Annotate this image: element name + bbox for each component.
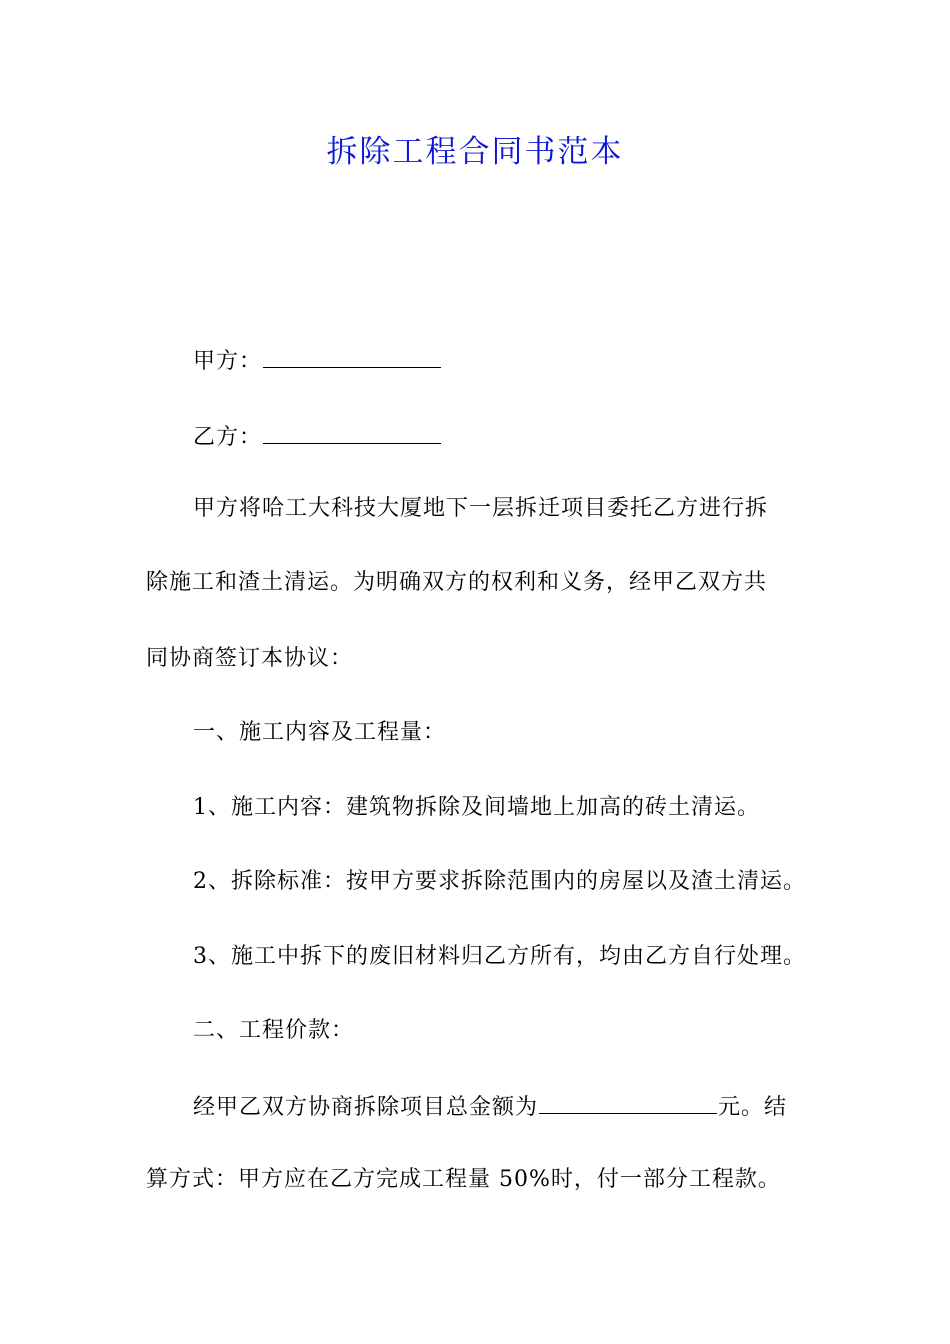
party-a-line [193,345,442,377]
section1-item-2: 2、拆除标准：按甲方要求拆除范围内的房屋以及渣土清运。 [193,869,806,894]
section1-heading: 一、施工内容及工程量： [193,720,447,745]
party-b-label: 乙方： [193,425,263,450]
section1-item-3: 3、施工中拆下的废旧材料归乙方所有，均由乙方自行处理。 [193,944,806,969]
price-line-suffix: 元。结 [718,1095,788,1120]
intro-line-3: 同协商签订本协议： [146,646,354,671]
party-b-blank [263,421,441,444]
price-line [193,1091,787,1123]
party-a-blank [263,345,441,368]
settlement-line: 算方式：甲方应在乙方完成工程量 50%时，付一部分工程款。 [146,1167,781,1192]
section1-item-1: 1、施工内容：建筑物拆除及间墙地上加高的砖土清运。 [193,795,760,820]
price-blank [539,1091,717,1114]
party-b-line [193,421,442,453]
document-title: 拆除工程合同书范本 [326,134,624,170]
price-line-prefix: 经甲乙双方协商拆除项目总金额为 [193,1095,539,1120]
intro-line-1: 甲方将哈工大科技大厦地下一层拆迁项目委托乙方进行拆 [193,496,769,521]
section2-heading: 二、工程价款： [193,1018,355,1043]
intro-line-2: 除施工和渣土清运。为明确双方的权利和义务，经甲乙双方共 [146,570,768,595]
party-a-label: 甲方： [193,349,263,374]
